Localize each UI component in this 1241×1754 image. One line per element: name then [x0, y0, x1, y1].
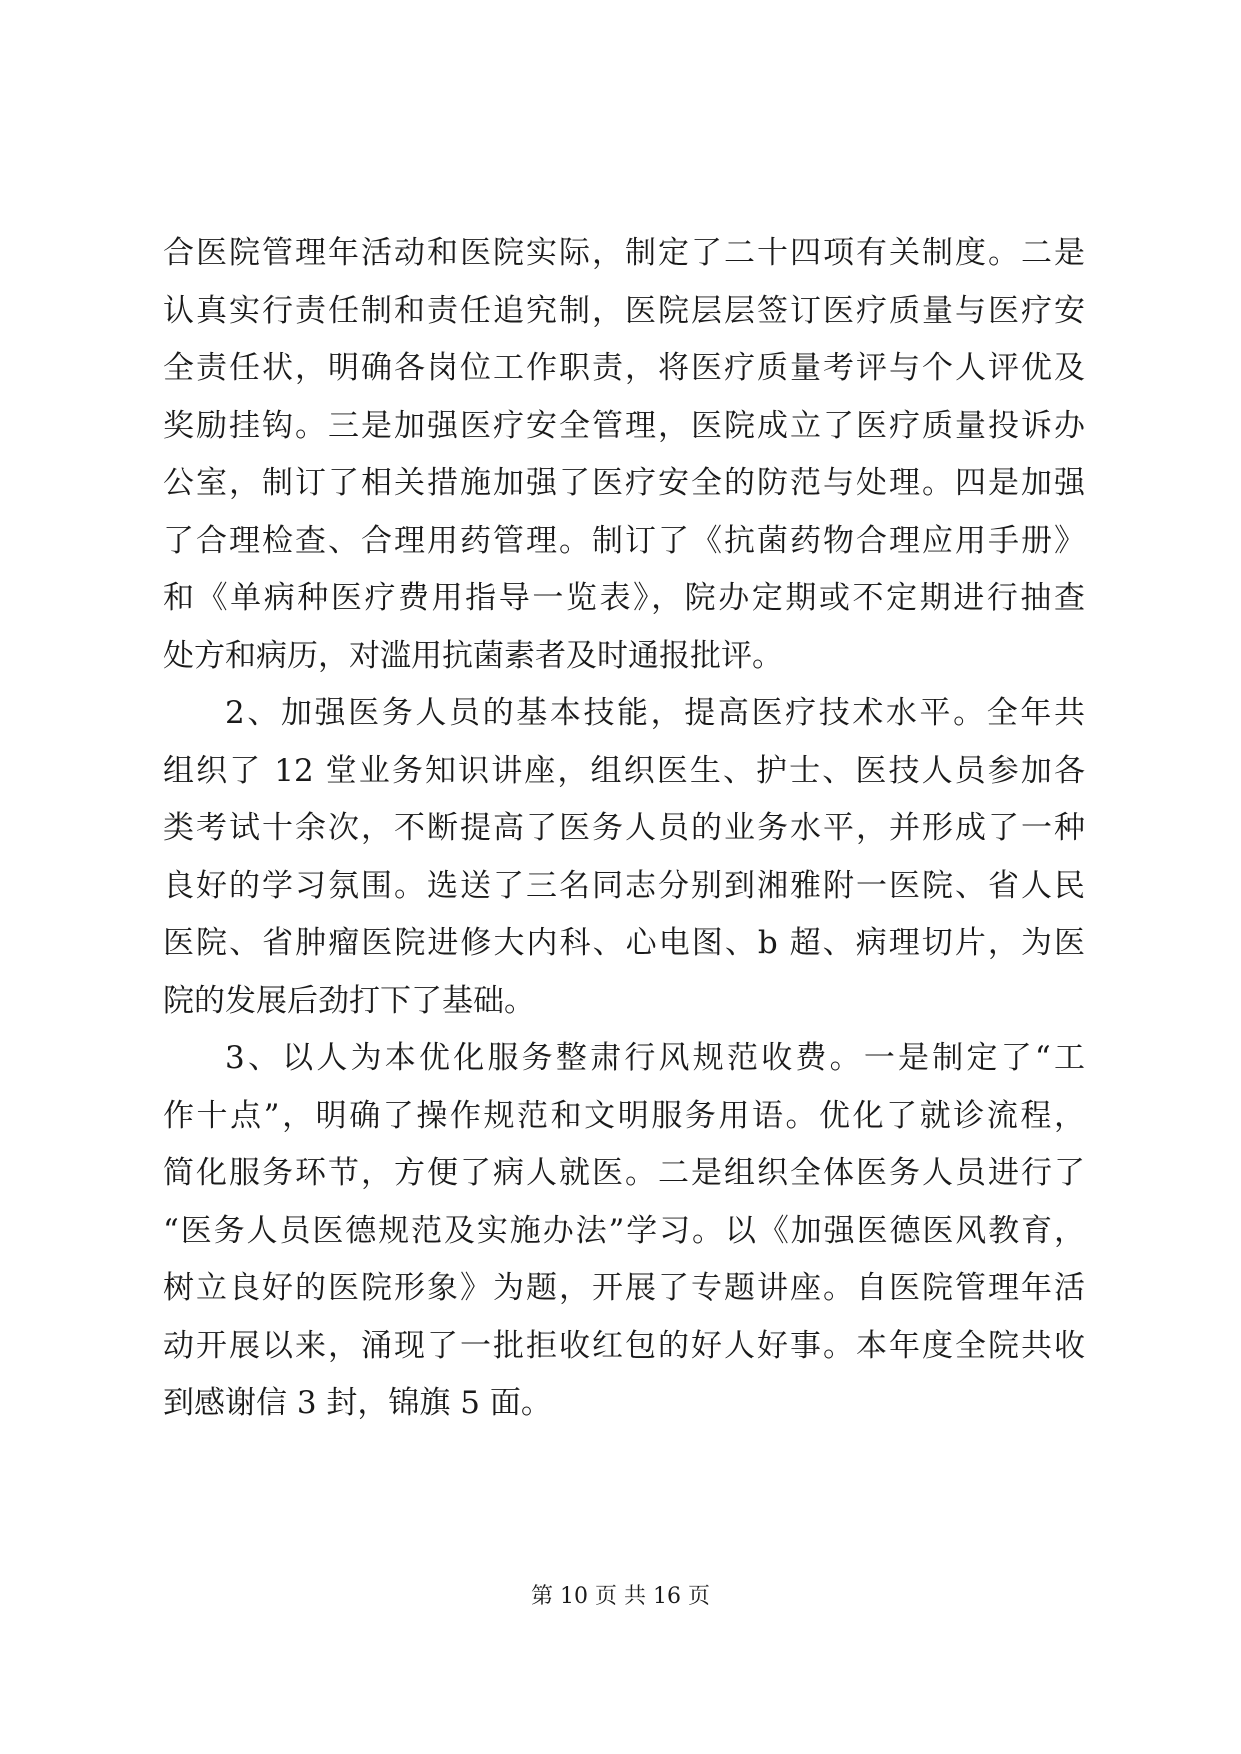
text-line: 公室，制订了相关措施加强了医疗安全的防范与处理。四是加强 [163, 465, 1085, 501]
text-line: 2、加强医务人员的基本技能，提高医疗技术水平。全年共 [225, 695, 1085, 731]
document-body [163, 225, 1085, 1433]
text-line: 院的发展后劲打下了基础。 [163, 982, 535, 1019]
text-line: 简化服务环节，方便了病人就医。二是组织全体医务人员进行了 [163, 1155, 1085, 1191]
text-line: 医院、省肿瘤医院进修大内科、心电图、b 超、病理切片，为医 [163, 925, 1085, 961]
text-line: 良好的学习氛围。选送了三名同志分别到湘雅附一医院、省人民 [163, 867, 1085, 904]
text-line: 3、以人为本优化服务整肃行风规范收费。一是制定了“工 [225, 1040, 1085, 1076]
text-line: 组织了 12 堂业务知识讲座，组织医生、护士、医技人员参加各 [163, 752, 1085, 789]
text-line: 奖励挂钩。三是加强医疗安全管理，医院成立了医疗质量投诉办 [163, 407, 1085, 444]
text-line: 了合理检查、合理用药管理。制订了《抗菌药物合理应用手册》 [163, 522, 1085, 559]
text-line: 处方和病历，对滥用抗菌素者及时通报批评。 [163, 637, 783, 674]
text-line: “医务人员医德规范及实施办法”学习。以《加强医德医风教育， [163, 1212, 1085, 1249]
text-line: 作十点”，明确了操作规范和文明服务用语。优化了就诊流程， [163, 1097, 1085, 1134]
text-line: 到感谢信 3 封，锦旗 5 面。 [163, 1385, 552, 1421]
paragraph-2 [163, 685, 1085, 1030]
paragraph-1 [163, 225, 1085, 685]
page-number-footer: 第 10 页 共 16 页 [531, 1584, 710, 1609]
text-line: 和《单病种医疗费用指导一览表》，院办定期或不定期进行抽查 [163, 580, 1085, 616]
text-line: 认真实行责任制和责任追究制，医院层层签订医疗质量与医疗安 [163, 292, 1085, 329]
text-line: 类考试十余次，不断提高了医务人员的业务水平，并形成了一种 [163, 810, 1085, 846]
text-line: 树立良好的医院形象》为题，开展了专题讲座。自医院管理年活 [163, 1270, 1085, 1306]
paragraph-3 [163, 1030, 1085, 1433]
text-line: 动开展以来，涌现了一批拒收红包的好人好事。本年度全院共收 [163, 1327, 1085, 1364]
text-line: 合医院管理年活动和医院实际，制定了二十四项有关制度。二是 [163, 235, 1085, 271]
text-line: 全责任状，明确各岗位工作职责，将医疗质量考评与个人评优及 [163, 350, 1085, 386]
